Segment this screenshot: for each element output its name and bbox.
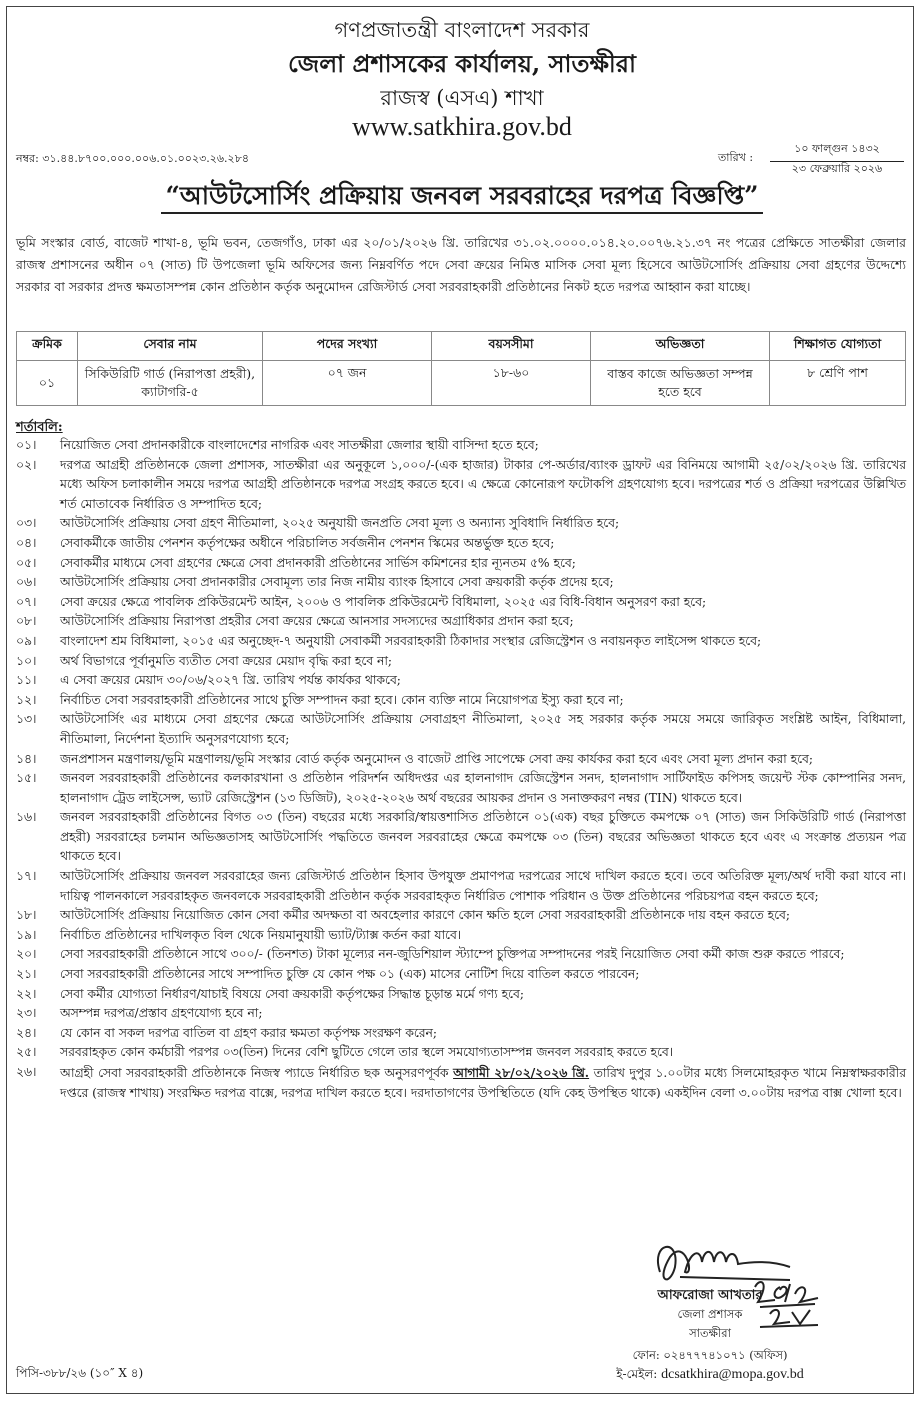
condition-text: জনবল সরবরাহকারী প্রতিষ্ঠানের কলকারখানা ও প্রতিষ্ঠান পরিদর্শন অধিদপ্তর এর হালনাগাদ রেজিস্ট্রেশন সনদ, হালনাগাদ সার্টিফাইড কপিসহ জয়েন্ট স্টক কোম্পানির সনদ, হালনাগাদ ট্রেড লাইসেন্স, ভ্যাট রেজিস্ট্রেশন (১৩ ডিজিট), ২০২৫-২০২৬ অর্থ বছরের আয়কর প্রদান ও সনাক্তকরণ নম্বর (TIN) থাকতে হবে। bbox=[60, 771, 906, 805]
condition-item bbox=[16, 965, 906, 985]
date-gregorian: ২৩ ফেব্রুয়ারি ২০২৬ bbox=[791, 162, 883, 175]
cell-education: ৮ শ্রেণি পাশ bbox=[770, 361, 906, 406]
condition-item bbox=[16, 906, 906, 926]
condition-number: ২৫। bbox=[16, 1045, 37, 1060]
condition-text: সেবা সরবরাহকারী প্রতিষ্ঠানে সাথে ৩০০/- (তিনশত) টাকা মূল্যের নন-জুডিশিয়াল স্ট্যাম্পে চুক্তিপত্র সম্পাদনের পরই নিয়োজিত সেবা কর্মী কাজ শুরু করতে পারবে; bbox=[60, 947, 845, 962]
notice-title: “আউটসোর্সিং প্রক্রিয়ায় জনবল সরবরাহের দরপত্র বিজ্ঞপ্তি” bbox=[161, 181, 762, 214]
condition-item bbox=[16, 593, 906, 613]
condition-text: নির্বাচিত সেবা সরবরাহকারী প্রতিষ্ঠানের সাথে চুক্তি সম্পাদন করা হবে। কোন ব্যক্তি নামে নিয়োগপত্র ইস্যু করা হবে না; bbox=[60, 692, 624, 707]
condition-number: ২৬। bbox=[16, 1065, 37, 1079]
condition-number: ০৩। bbox=[16, 516, 37, 531]
condition-number: ২৪। bbox=[16, 1025, 37, 1040]
condition-text: আউটসোর্সিং এর মাধ্যমে সেবা গ্রহণের ক্ষেত্রে আউটসোর্সিং প্রক্রিয়ায় সেবাগ্রহণ নীতিমালা, ২০২৫ সহ সরকার কর্তৃক সময়ে সময়ে জারিকৃত সংশ্লিষ্ট আইন, বিধিমালা, নীতিমালা, নির্দেশনা ইত্যাদি অনুসরণযোগ্য হবে; bbox=[60, 712, 906, 746]
condition-text: অর্থ বিভাগরে পূর্বানুমতি ব্যতীত সেবা ক্রয়ের মেয়াদ বৃদ্ধি করা হবে না; bbox=[60, 653, 393, 668]
condition-number: ২২। bbox=[16, 986, 37, 1001]
condition-number: ০২। bbox=[16, 457, 37, 472]
col-serial: ক্রমিক bbox=[17, 332, 78, 361]
condition-item bbox=[16, 573, 906, 593]
intro-paragraph: ভূমি সংস্কার বোর্ড, বাজেট শাখা-৪, ভূমি ভবন, তেজগাঁও, ঢাকা এর ২০/০১/২০২৬ খ্রি. তারিখের ৩১.০২.০০০০.০১৪.২০.০০৭৬.২১.৩৭ নং পত্রের প্রেক্ষিতে সাতক্ষীরা জেলার রাজস্ব প্রশাসনের অধীন ০৭ (সাত) টি উপজেলা ভূমি অফিসের জন্য নিম্নবর্ণিত পদে সেবা ক্রয়ের নিমিত্ত মাসিক সেবা মূল্য হিসেবে আউটসোর্সিং প্রক্রিয়ায় সেবা গ্রহণের উদ্দেশ্যে সরকার বা সরকার প্রদত্ত ক্ষমতাসম্পন্ন কোন প্রতিষ্ঠান কর্তৃক অনুমোদন রেজিস্টার্ড সেবা সরবরাহকারী প্রতিষ্ঠানের নিকট হতে দরপত্র আহ্বান করা যাচ্ছে। bbox=[16, 235, 906, 294]
cell-experience: বাস্তব কাজে অভিজ্ঞতা সম্পন্ন হতে হবে bbox=[591, 361, 770, 406]
condition-number: ১৮। bbox=[16, 908, 37, 923]
condition-text: জনবল সরবরাহকারী প্রতিষ্ঠানের বিগত ০৩ (তিন) বছরের মধ্যে সরকারি/স্বায়ত্তশাসিত প্রতিষ্ঠানে ০১(এক) বছর চুক্তিতে কমপক্ষে ০৭ (সাত) জন সিকিউরিটি গার্ড (নিরাপত্তা প্রহরী) সরবরাহের চলমান অভিজ্ঞতাসহ আউটসোর্সিং পদ্ধতিতে জনবল সরবরাহের ক্ষেত্রে কমপক্ষে ০৩ (তিন) বছরের অভিজ্ঞতা থাকতে হবে এবং এ সংক্রান্ত প্রত্যয়ন পত্র থাকতে হবে। bbox=[60, 810, 906, 864]
government-name: গণপ্রজাতন্ত্রী বাংলাদেশ সরকার bbox=[334, 18, 590, 42]
condition-text: আউটসোর্সিং প্রক্রিয়ায় জনবল সরবরাহের জন্য রেজিস্টার্ড প্রতিষ্ঠান হিসাব উপযুক্ত প্রমাণপত্র দরপত্রের সাথে দাখিল করতে হবে। তবে অতিরিক্ত মূল্য/অর্থ দাবী করা যাবে না। দায়িত্ব পালনকালে সরবরাহকৃত জনবলকে সরবরাহকারী প্রতিষ্ঠান কর্তৃক সরবরাহকৃত নির্ধারিত পোশাক পরিধান ও উক্ত প্রতিষ্ঠানের পরিচয়পত্র বহন করতে হবে; bbox=[60, 869, 906, 903]
condition-number: ১৬। bbox=[16, 810, 37, 825]
condition-text: নির্বাচিত প্রতিষ্ঠানের দাখিলকৃত বিল থেকে নিয়মানুযায়ী ভ্যাট/ট্যাক্স কর্তন করা যাবে। bbox=[60, 927, 462, 942]
col-experience: অভিজ্ঞতা bbox=[591, 332, 770, 361]
condition-number: ১১। bbox=[16, 673, 37, 688]
condition-number: ০৮। bbox=[16, 614, 37, 629]
cell-age-limit: ১৮-৬০ bbox=[432, 361, 591, 406]
condition-item bbox=[16, 436, 906, 456]
condition-number: ২০। bbox=[16, 947, 37, 962]
date-label: তারিখ : bbox=[718, 151, 754, 164]
email-label: ই-মেইল: bbox=[616, 1367, 662, 1381]
condition-item bbox=[16, 808, 906, 867]
cell-service-name: সিকিউরিটি গার্ড (নিরাপত্তা প্রহরী), ক্যাটাগরি-৫ bbox=[78, 361, 263, 406]
conditions-heading: শর্তাবলি: bbox=[16, 420, 63, 435]
date-bangla: ১০ ফাল্গুন ১৪৩২ bbox=[770, 140, 904, 162]
condition-number: ০৫। bbox=[16, 555, 37, 570]
condition-item bbox=[16, 867, 906, 906]
condition-text: সেবা কর্মীর যোগ্যতা নির্ধারণ/যাচাই বিষয়ে সেবা ক্রয়কারী কর্তৃপক্ষের সিদ্ধান্ত চূড়ান্ত মর্মে গণ্য হবে; bbox=[60, 986, 524, 1001]
condition-item bbox=[16, 554, 906, 574]
branch-name: রাজস্ব (এসএ) শাখা bbox=[380, 86, 544, 110]
condition-text: অসম্পন্ন দরপত্র/প্রস্তাব গ্রহণযোগ্য হবে না; bbox=[60, 1006, 263, 1021]
condition-text: সেবা সরবরাহকারী প্রতিষ্ঠানের সাথে সম্পাদিত চুক্তি যে কোন পক্ষ ০১ (এক) মাসের নোটিশ দিয়ে বাতিল করতে পারবেন; bbox=[60, 967, 640, 982]
condition-item bbox=[16, 612, 906, 632]
condition-item bbox=[16, 750, 906, 770]
col-service-name: সেবার নাম bbox=[78, 332, 263, 361]
condition-item bbox=[16, 1004, 906, 1024]
memo-number: নম্বর: ৩১.৪৪.৮৭০০.০০০.০০৬.০১.০০২৩.২৬.২৮৪ bbox=[16, 152, 249, 165]
condition-number: ১৩। bbox=[16, 712, 37, 727]
table-row bbox=[17, 361, 906, 406]
condition-number: ১৪। bbox=[16, 751, 37, 766]
condition-text: সরবরাহকৃত কোন কর্মচারী পরপর ০৩(তিন) দিনের বেশি ছুটিতে গেলে তার স্থলে সমযোগ্যতাসম্পন্ন জনবল সরবরাহ করতে হবে। bbox=[60, 1045, 674, 1060]
condition-number: ২৩। bbox=[16, 1006, 37, 1021]
signatory-designation: জেলা প্রশাসক bbox=[677, 1307, 743, 1321]
condition-item bbox=[16, 671, 906, 691]
signatory-name: আফরোজা আখতার bbox=[657, 1288, 763, 1303]
print-code: পিসি-৩৮৮/২৬ (১০″ X ৪) bbox=[16, 1366, 144, 1380]
condition-text bbox=[60, 1063, 906, 1103]
condition-item bbox=[16, 632, 906, 652]
condition-text: নিয়োজিত সেবা প্রদানকারীকে বাংলাদেশের নাগরিক এবং সাতক্ষীরা জেলার স্থায়ী বাসিন্দা হতে হবে; bbox=[60, 438, 539, 452]
condition-item bbox=[16, 534, 906, 554]
condition-item bbox=[16, 1024, 906, 1044]
condition-number: ০৪। bbox=[16, 535, 37, 550]
condition-item bbox=[16, 514, 906, 534]
condition-text: যে কোন বা সকল দরপত্র বাতিল বা গ্রহণ করার ক্ষমতা কর্তৃপক্ষ সংরক্ষণ করেন; bbox=[60, 1025, 438, 1040]
condition-item bbox=[16, 985, 906, 1005]
condition-26-after: তারিখ দুপুর ১.০০টার মধ্যে সিলমোহরকৃত খামে নিম্নস্বাক্ষরকারীর দপ্তরে (রাজস্ব শাখায়) সংরক্ষিত দরপত্র বাক্সে, দরপত্র দাখিল করতে হবে। দরদাতাগণের উপস্থিতিতে (যদি কেহ উপস্থিত থাকে) একইদিন বেলা ৩.০০টায় দরপত্র বাক্স খোলা হবে। bbox=[60, 1066, 906, 1100]
submission-deadline: আগামী ২৮/০২/২০২৬ খ্রি. bbox=[453, 1065, 590, 1080]
condition-text: সেবাকর্মীকে জাতীয় পেনশন কর্তৃপক্ষের অধীনে পরিচালিত সর্বজনীন পেনশন স্কিমের অন্তর্ভুক্ত হতে হবে; bbox=[60, 535, 555, 550]
condition-text: আউটসোর্সিং প্রক্রিয়ায় সেবা গ্রহণ নীতিমালা, ২০২৫ অনুযায়ী জনপ্রতি সেবা মূল্য ও অন্যান্য সুবিধাদি নির্ধারিত হবে; bbox=[60, 516, 620, 531]
condition-text: আউটসোর্সিং প্রক্রিয়ায় নিরাপত্তা প্রহরীর সেবা ক্রয়ের ক্ষেত্রে আনসার সদস্যদের অগ্রাধিকার প্রদান করা হবে; bbox=[60, 614, 574, 629]
condition-number: ০৯। bbox=[16, 633, 37, 648]
condition-number: ১৫। bbox=[16, 771, 37, 786]
condition-number: ২১। bbox=[16, 967, 37, 982]
table-header-row bbox=[17, 332, 906, 361]
condition-26-before: আগ্রহী সেবা সরবরাহকারী প্রতিষ্ঠানকে নিজস্ব প্যাডে নির্ধারিত ছক অনুসরণপূর্বক bbox=[60, 1066, 454, 1080]
condition-text: এ সেবা ক্রয়ের মেয়াদ ৩০/০৬/২০২৭ খ্রি. তারিখ পর্যন্ত কার্যকর থাকবে; bbox=[60, 673, 401, 688]
office-name: জেলা প্রশাসকের কার্যালয়, সাতক্ষীরা bbox=[288, 49, 636, 78]
condition-text: বাংলাদেশ শ্রম বিধিমালা, ২০১৫ এর অনুচ্ছেদ-৭ অনুযায়ী সেবাকর্মী সরবরাহকারী ঠিকাদার সংস্থার রেজিস্ট্রেশন ও নবায়নকৃত লাইসেন্স থাকতে হবে; bbox=[60, 633, 762, 648]
conditions-list bbox=[16, 436, 906, 1103]
email-address[interactable]: dcsatkhira@mopa.gov.bd bbox=[661, 1367, 804, 1382]
condition-number: ০১। bbox=[16, 438, 37, 452]
condition-number: ১৯। bbox=[16, 927, 37, 942]
condition-item bbox=[16, 1063, 906, 1103]
office-email bbox=[560, 1366, 860, 1386]
condition-text: দরপত্র আগ্রহী প্রতিষ্ঠানকে জেলা প্রশাসক, সাতক্ষীরা এর অনুকূলে ১,০০০/-(এক হাজার) টাকার পে-অর্ডার/ব্যাংক ড্রাফট এর বিনিময়ে আগামী ২৫/০২/২০২৬ খ্রি. তারিখের মধ্যে অফিস চলাকালীন সময়ে দরপত্র আগ্রহী প্রতিষ্ঠানকে দরপত্র সংগ্রহ করতে হবে। এ ক্ষেত্রে কোনোরূপ ফটোকপি গ্রহণযোগ্য হবে। দরপত্রের শর্ত ও প্রক্রিয়া দরপত্রের উল্লিখিত শর্ত মোতাবেক নির্ধারিত ও সম্পাদিত হবে; bbox=[60, 457, 906, 511]
condition-item bbox=[16, 691, 906, 711]
condition-item bbox=[16, 710, 906, 749]
office-phone: ফোন: ০২৪৭৭৭৪১০৭১ (অফিস) bbox=[632, 1348, 788, 1362]
cell-post-count: ০৭ জন bbox=[263, 361, 432, 406]
cell-serial: ০১ bbox=[17, 361, 78, 406]
condition-item bbox=[16, 926, 906, 946]
condition-text: জনপ্রশাসন মন্ত্রণালয়/ভূমি মন্ত্রণালয়/ভূমি সংস্কার বোর্ড কর্তৃক অনুমোদন ও বাজেট প্রাপ্তি সাপেক্ষে সেবা ক্রয় কার্যকর করা হবে এবং সেবা মূল্য প্রদান করা হবে; bbox=[60, 751, 814, 766]
condition-number: ১২। bbox=[16, 692, 37, 707]
condition-number: ০৭। bbox=[16, 594, 37, 609]
col-age-limit: বয়সসীমা bbox=[432, 332, 591, 361]
condition-number: ০৬। bbox=[16, 575, 37, 590]
website: www.satkhira.gov.bd bbox=[352, 112, 572, 141]
condition-number: ১৭। bbox=[16, 869, 37, 884]
condition-number: ১০। bbox=[16, 653, 37, 668]
condition-item bbox=[16, 456, 906, 515]
condition-item bbox=[16, 769, 906, 808]
condition-item bbox=[16, 945, 906, 965]
condition-text: সেবাকর্মীর মাধ্যমে সেবা গ্রহণের ক্ষেত্রে সেবা প্রদানকারী প্রতিষ্ঠানের সার্ভিস কমিশনের হার ন্যূনতম ৫% হবে; bbox=[60, 555, 576, 570]
col-post-count: পদের সংখ্যা bbox=[263, 332, 432, 361]
condition-text: আউটসোর্সিং প্রক্রিয়ায় সেবা প্রদানকারীর সেবামূল্য তার নিজ নামীয় ব্যাংক হিসাবে সেবা ক্রয়কারী কর্তৃক প্রদেয় হবে; bbox=[60, 575, 614, 590]
notice-title-wrap bbox=[0, 176, 924, 219]
condition-item bbox=[16, 1043, 906, 1063]
signatory-district: সাতক্ষীরা bbox=[689, 1326, 731, 1340]
post-table bbox=[16, 331, 906, 406]
condition-text: সেবা ক্রয়ের ক্ষেত্রে পাবলিক প্রকিউরমেন্ট আইন, ২০০৬ ও পাবলিক প্রকিউরমেন্ট বিধিমালা, ২০২৫ এর বিধি-বিধান অনুসরণ করা হবে; bbox=[60, 594, 707, 609]
col-education: শিক্ষাগত যোগ্যতা bbox=[770, 332, 906, 361]
condition-text: আউটসোর্সিং প্রক্রিয়ায় নিয়োজিত কোন সেবা কর্মীর অদক্ষতা বা অবহেলার কারণে কোন ক্ষতি হলে সেবা সরবরাহকারী প্রতিষ্ঠানকে দায় বহন করতে হবে; bbox=[60, 908, 791, 923]
condition-item bbox=[16, 652, 906, 672]
